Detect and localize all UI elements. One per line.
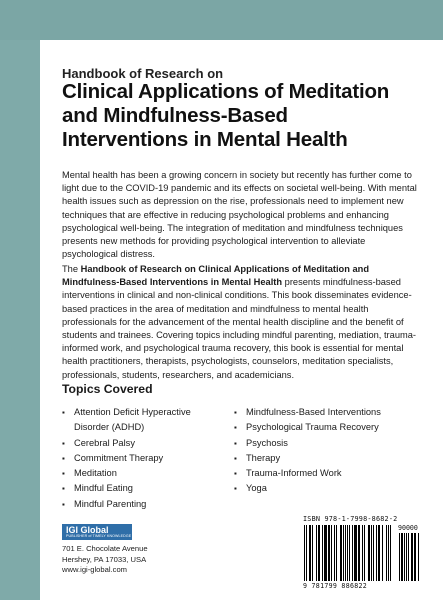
bullet-icon: ▪ [62, 484, 65, 494]
topic-item: ▪ Mindfulness-Based Interventions [234, 405, 424, 420]
series-title: Handbook of Research on [62, 66, 224, 81]
bullet-icon: ▪ [234, 438, 237, 448]
book-title [62, 80, 432, 152]
paragraph-2-body: presents mindfulness-based interventions in clinical and non-clinical conditions. This book disseminates evidence-based practices in the area of meditation and mindfulness to mental health professionals for the advancement of the mental health discipline and the benefit of students and trainees. Covering topics including mindful parenting, mediation, trauma-informed work, and psychological trauma recovery, this book is essential for mental health practitioners, therapists, psychologists, counselors, meditation specialists, professionals, students, researchers, and academicians. [62, 277, 416, 380]
bullet-icon: ▪ [62, 499, 65, 509]
topics-list-right [234, 405, 424, 497]
topic-item: ▪ Psychosis [234, 436, 424, 451]
topic-item: ▪ Meditation [62, 466, 222, 481]
logo-wordmark: IGI Global [66, 525, 109, 535]
publisher-logo [62, 524, 132, 540]
topic-item: ▪ Mindful Eating [62, 481, 222, 496]
title-line: Interventions in Mental Health [62, 128, 348, 151]
topic-item: ▪ Yoga [234, 481, 424, 496]
bullet-icon: ▪ [62, 453, 65, 463]
bullet-icon: ▪ [234, 408, 237, 417]
top-color-band [0, 0, 443, 40]
bullet-icon: ▪ [234, 423, 237, 433]
logo-tagline: PUBLISHER of TIMELY KNOWLEDGE [66, 534, 132, 538]
bullet-icon: ▪ [62, 408, 65, 417]
topic-item: ▪ Mindful Parenting [62, 497, 222, 512]
barcode-stripe [418, 533, 419, 581]
barcode [301, 514, 422, 593]
topic-item: ▪ Psychological Trauma Recovery [234, 420, 424, 435]
publisher-address [62, 544, 148, 576]
description-paragraph-2 [62, 263, 422, 382]
bullet-icon: ▪ [234, 469, 237, 479]
bullet-icon: ▪ [62, 469, 65, 479]
topic-item: ▪ Commitment Therapy [62, 451, 222, 466]
topic-item: ▪ Cerebral Palsy [62, 436, 222, 451]
topic-item: ▪ Trauma-Informed Work [234, 466, 424, 481]
paragraph-2-book-title: Handbook of Research on Clinical Applications of Meditation and Mindfulness-Based Interventions in Mental Health [62, 264, 370, 288]
bullet-icon: ▪ [62, 438, 65, 448]
address-line: 701 E. Chocolate Avenue [62, 544, 148, 553]
address-line: Hershey, PA 17033, USA [62, 554, 147, 564]
barcode-addon-bars [399, 533, 419, 581]
barcode-stripe [390, 525, 391, 581]
bullet-icon: ▪ [234, 453, 237, 463]
address-line: www.igi-global.com [62, 565, 127, 575]
description-paragraph-1: Mental health has been a growing concern in society but recently has further come to light due to the COVID-19 pandemic and its effects on societal well-being. With mental health issues such as depression on the rise, professionals need to implement new techniques that are effective in reducing psychological problems and enhancing psychological well-being. The integration of meditation and mindfulness techniques presents new methods for providing psychological intervention to alleviate psychological distress. [62, 170, 417, 260]
barcode-addon-number: 90000 [398, 524, 418, 532]
topics-heading: Topics Covered [62, 382, 153, 396]
title-line: Clinical Applications of Meditation [62, 80, 390, 103]
isbn-text: ISBN 978-1-7998-8682-2 [303, 515, 398, 523]
topic-item: ▪ Attention Deficit Hyperactive Disorder (ADHD) [62, 407, 191, 433]
barcode-digits: 9 781799 886822 [303, 582, 368, 590]
topic-item: ▪ Therapy [234, 451, 424, 466]
barcode-bars [304, 525, 394, 581]
paragraph-2-lead: The [62, 264, 81, 274]
topics-list-left [62, 405, 222, 512]
bullet-icon: ▪ [234, 484, 237, 494]
title-line: and Mindfulness-Based [62, 104, 288, 127]
